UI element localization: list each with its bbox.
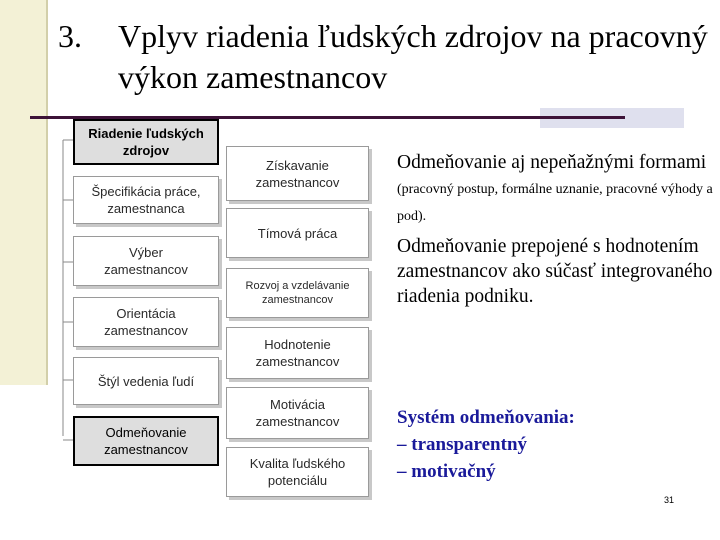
diagram-root-box: Riadenie ľudských zdrojov	[73, 119, 219, 165]
paragraph-nonmonetary-main: Odmeňovanie aj nepeňažnými formami	[397, 152, 707, 173]
paragraph-linked-evaluation: Odmeňovanie prepojené s hodnotením zamestnancov ako súčasť integrovaného riadenia podniku.	[397, 236, 713, 307]
system-requirements	[397, 404, 717, 485]
system-heading: Systém odmeňovania:	[397, 407, 575, 428]
diagram-right-box: Rozvoj a vzdelávanie zamestnancov	[226, 268, 369, 318]
diagram-right-box: Získavanie zamestnancov	[226, 146, 369, 201]
system-item-transparent: – transparentný	[397, 434, 528, 455]
diagram-right-box: Kvalita ľudského potenciálu	[226, 447, 369, 497]
paragraph-nonmonetary	[397, 150, 717, 229]
slide-title: Vplyv riadenia ľudských zdrojov na pracovný výkon zamestnancov	[118, 18, 708, 95]
diagram-left-box: Štýl vedenia ľudí	[73, 357, 219, 405]
diagram-left-box: Výber zamestnancov	[73, 236, 219, 286]
page-number: 31	[664, 495, 675, 505]
diagram-left-box: Špecifikácia práce, zamestnanca	[73, 176, 219, 224]
diagram-left-box-highlighted: Odmeňovanie zamestnancov	[73, 416, 219, 466]
paragraph-nonmonetary-examples: (pracovný postup, formálne uznanie, pracovné výhody a pod).	[397, 182, 713, 224]
system-item-motivating: – motivačný	[397, 461, 496, 482]
diagram-right-box: Hodnotenie zamestnancov	[226, 327, 369, 379]
diagram-right-box: Motivácia zamestnancov	[226, 387, 369, 439]
slide-number: 3.	[58, 18, 82, 54]
diagram-left-box: Orientácia zamestnancov	[73, 297, 219, 347]
diagram-right-box: Tímová práca	[226, 208, 369, 258]
